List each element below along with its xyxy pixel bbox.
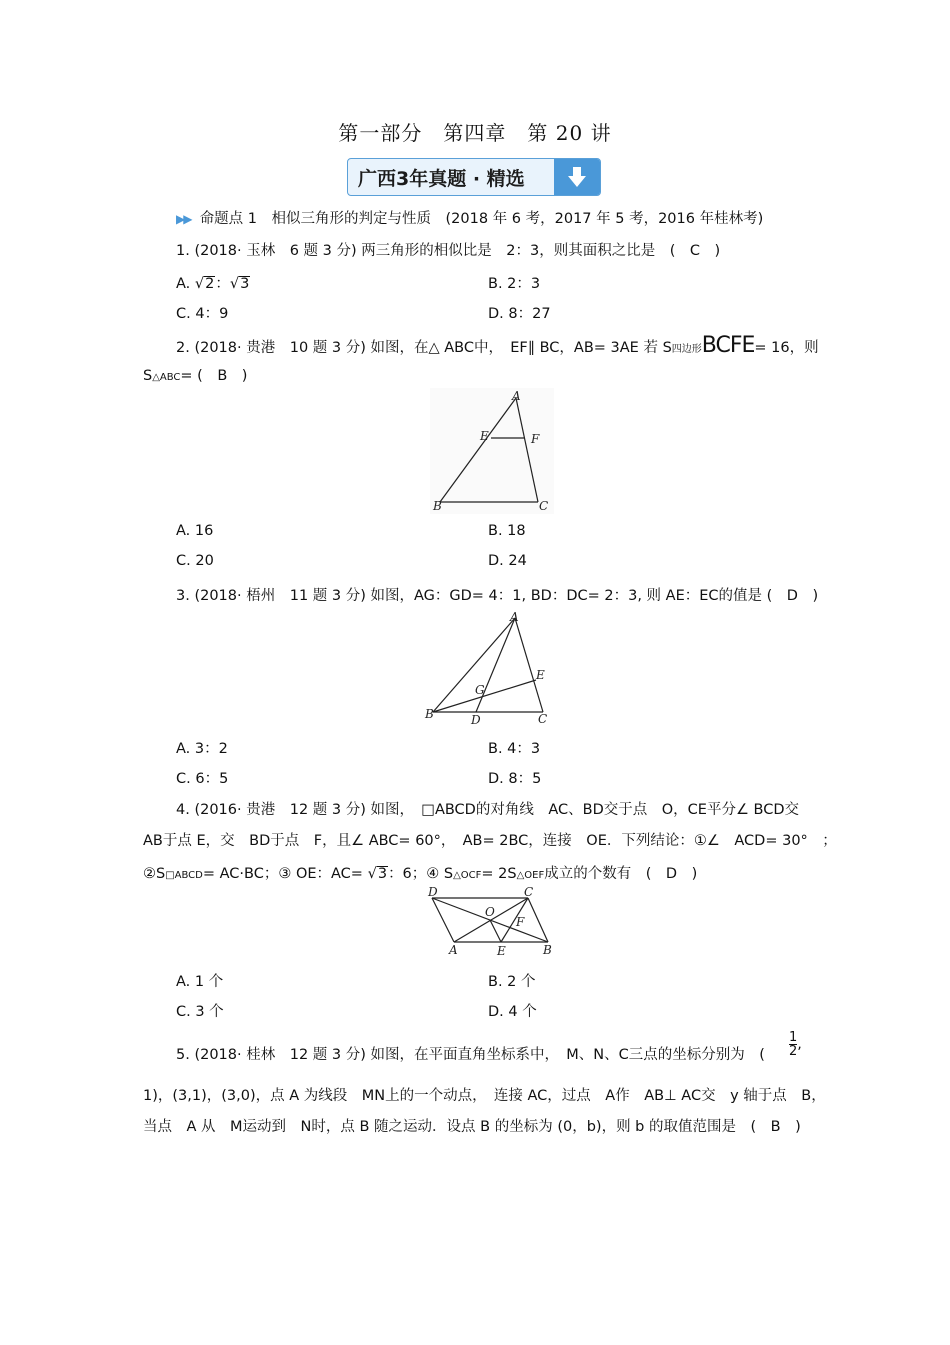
q4-label-e: E bbox=[497, 944, 506, 958]
q4-stem-line2: AB于点 E，交 BD于点 F，且∠ ABC= 60°， AB= 2BC，连接 OE．下列结论：①∠ ACD= 30° ； bbox=[143, 833, 837, 849]
q2-label-c: C bbox=[539, 499, 549, 513]
banner-label: 广西3年真题 · 精选 bbox=[358, 168, 525, 190]
q3-option-d: D. 8：5 bbox=[488, 771, 542, 787]
q3-option-a: A. 3：2 bbox=[176, 741, 228, 757]
q3-figure bbox=[423, 608, 553, 728]
q2-option-c: C. 20 bbox=[176, 553, 214, 569]
q5-stem-line1: 5. (2018· 桂林 12 题 3 分) 如图，在平面直角坐标系中， M、N、C三点的坐标分别为 ( bbox=[176, 1047, 765, 1063]
q4-label-a: A bbox=[449, 943, 458, 957]
q3-label-e: E bbox=[536, 668, 545, 682]
q3-label-c: C bbox=[538, 712, 548, 726]
q2-stem-line2: S△ABC= ( B ) bbox=[143, 368, 248, 384]
q1-stem: 1. (2018· 玉林 6 题 3 分) 两三角形的相似比是 2：3，则其面积之比是 ( C ) bbox=[176, 243, 721, 259]
q4-stem-line1: 4. (2016· 贵港 12 题 3 分) 如图， □ABCD的对角线 AC、BD交于点 O，CE平分∠ BCD交 bbox=[176, 802, 800, 818]
q3-option-c: C. 6：5 bbox=[176, 771, 229, 787]
q2-option-a: A. 16 bbox=[176, 523, 214, 539]
page-title: 第一部分 第四章 第 20 讲 bbox=[338, 121, 612, 145]
q2-label-e: E bbox=[480, 429, 489, 443]
q2-label-b: B bbox=[433, 499, 442, 513]
q2-option-d: D. 24 bbox=[488, 553, 527, 569]
topic-heading bbox=[176, 207, 763, 228]
q4-label-c: C bbox=[524, 885, 534, 899]
q1-option-d: D. 8：27 bbox=[488, 306, 551, 322]
q3-option-b: B. 4：3 bbox=[488, 741, 541, 757]
q2-label-f: F bbox=[531, 432, 540, 446]
q3-label-a: A bbox=[510, 610, 519, 624]
down-arrow-icon bbox=[554, 159, 600, 195]
q4-option-a: A. 1 个 bbox=[176, 974, 224, 990]
section-banner bbox=[347, 158, 601, 196]
q4-figure bbox=[420, 884, 560, 960]
q2-option-b: B. 18 bbox=[488, 523, 526, 539]
q4-option-c: C. 3 个 bbox=[176, 1004, 224, 1020]
q4-label-o: O bbox=[485, 905, 495, 919]
q4-option-b: B. 2 个 bbox=[488, 974, 536, 990]
q1-option-c: C. 4：9 bbox=[176, 306, 229, 322]
q3-stem: 3. (2018· 梧州 11 题 3 分) 如图，AG：GD= 4：1, BD：DC= 2：3, 则 AE：EC的值是 ( D ) bbox=[176, 588, 819, 604]
q5-stem-line2: 1)，(3,1)，(3,0)，点 A 为线段 MN上的一个动点， 连接 AC，过点 A作 AB⊥ AC交 y 轴于点 B， bbox=[143, 1088, 826, 1104]
q5-fraction: $\frac{1}{2}$ , bbox=[789, 1030, 802, 1059]
double-triangle-icon: ▶▶ bbox=[176, 212, 191, 226]
q3-label-g: G bbox=[475, 683, 485, 697]
q2-stem-line1: 2. (2018· 贵港 10 题 3 分) 如图，在△ ABC中， EF∥ BC，AB= 3AE 若 S四边形BCFE= 16，则 bbox=[176, 333, 819, 358]
q1-option-b: B. 2：3 bbox=[488, 276, 541, 292]
q5-stem-line3: 当点 A 从 M运动到 N时，点 B 随之运动．设点 B 的坐标为 (0，b)，则 b 的取值范围是 ( B ) bbox=[143, 1119, 801, 1135]
q4-label-d: D bbox=[428, 885, 438, 899]
q3-label-d: D bbox=[471, 713, 481, 727]
q2-figure bbox=[430, 388, 554, 514]
q4-stem-line3: ②S□ABCD= AC·BC；③ OE：AC= √3：6；④ S△OCF= 2S△OEF成立的个数有 ( D ) bbox=[143, 866, 698, 882]
q4-label-f: F bbox=[516, 915, 525, 929]
q4-option-d: D. 4 个 bbox=[488, 1004, 537, 1020]
topic-label: 命题点 1 相似三角形的判定与性质 (2018 年 6 考，2017 年 5 考，2016 年桂林考) bbox=[199, 211, 764, 227]
q4-label-b: B bbox=[543, 943, 552, 957]
q3-label-b: B bbox=[425, 707, 434, 721]
q2-label-a: A bbox=[512, 389, 521, 403]
q1-option-a: A. √2：√3 bbox=[176, 276, 250, 292]
